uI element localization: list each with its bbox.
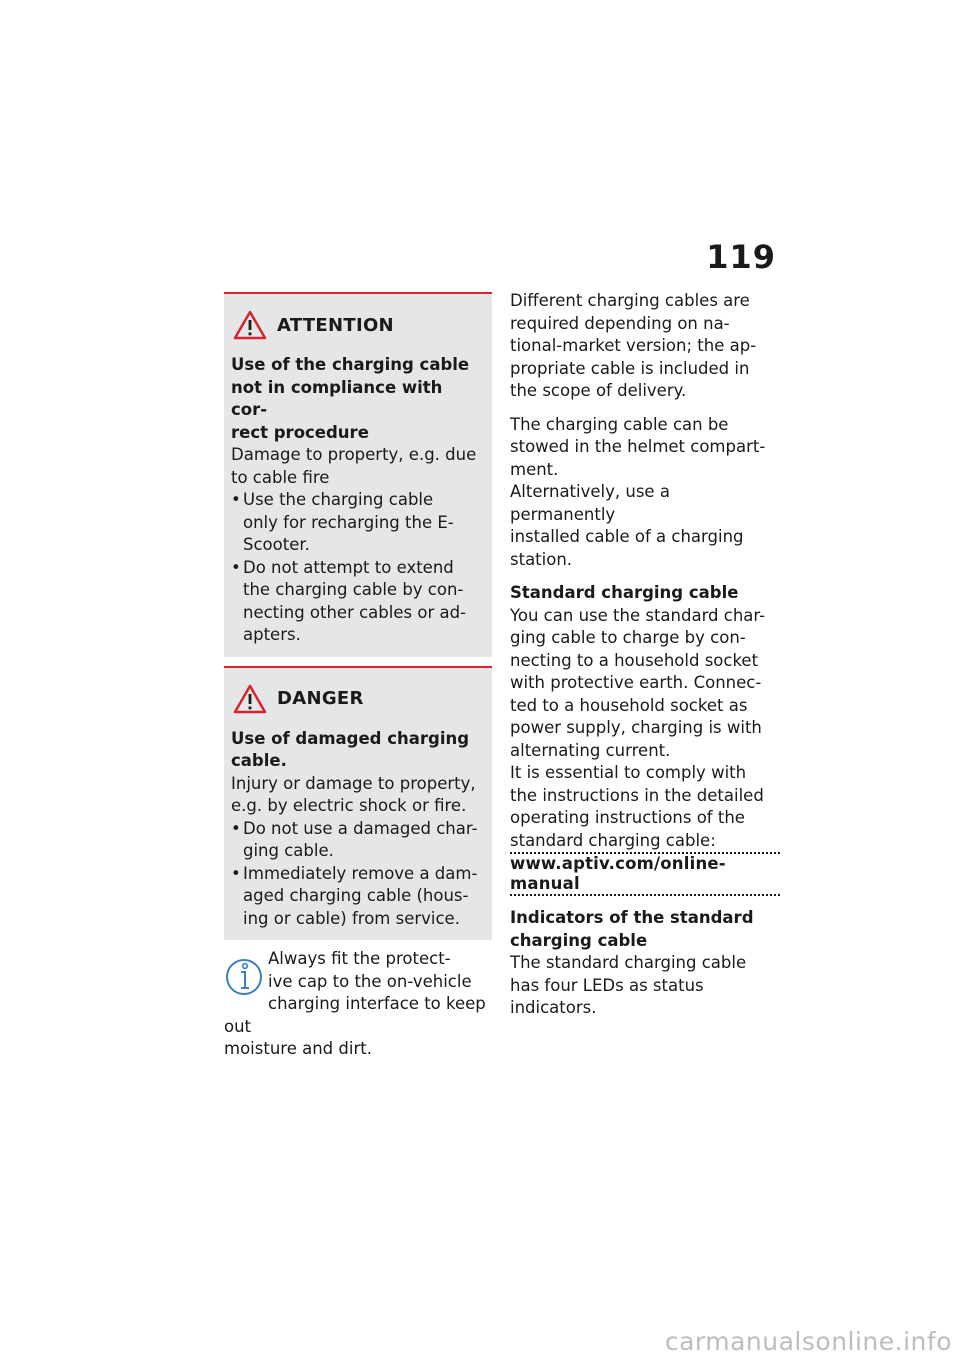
info-note — [224, 948, 492, 1061]
paragraph-indicators: Indicators of the standard charging cable The standard charging cable has four LEDs as status indicators. — [510, 908, 754, 1017]
warning-triangle-icon — [233, 684, 267, 714]
watermark: carmanualsonline.info — [664, 1327, 952, 1356]
list-item: • Do not use a damaged char- ging cable. — [231, 818, 484, 863]
page-number: 119 — [706, 238, 776, 276]
attention-box — [224, 292, 492, 657]
warning-triangle-icon — [233, 310, 267, 340]
danger-title: DANGER — [277, 688, 364, 709]
attention-bullet-list — [231, 489, 484, 647]
danger-bullet-list — [231, 818, 484, 931]
section-heading: Standard charging cable — [510, 583, 739, 602]
list-item: • Do not attempt to extend the charging cable by con- necting other cables or ad- apters. — [231, 557, 484, 647]
info-icon — [224, 952, 264, 998]
paragraph-stowage: The charging cable can be stowed in the helmet compart- ment. Alternatively, use a permanently installed cable of a charging station. — [510, 414, 766, 569]
left-column — [224, 292, 492, 1061]
right-column — [510, 290, 780, 1031]
online-manual-link[interactable]: www.aptiv.com/online-manual — [510, 852, 780, 896]
section-heading: Indicators of the standard — [510, 908, 754, 927]
danger-box — [224, 666, 492, 941]
danger-heading: Use of damaged charging cable. — [231, 728, 470, 770]
attention-heading: Use of the charging cable not in compliance with cor- rect procedure — [231, 355, 470, 442]
attention-body: Damage to property, e.g. due to cable fire — [231, 445, 477, 487]
list-item: • Immediately remove a dam- aged charging cable (hous- ing or cable) from service. — [231, 863, 484, 931]
attention-title: ATTENTION — [277, 314, 394, 336]
danger-body: Injury or damage to property, e.g. by electric shock or fire. — [231, 773, 476, 815]
note-text: Always fit the protect- ive cap to the on-vehicle charging interface to keep out moisture and dirt. — [224, 949, 486, 1058]
list-item: • Use the charging cable only for recharging the E- Scooter. — [231, 489, 484, 557]
paragraph-standard-cable: Standard charging cable You can use the standard char- ging cable to charge by con- necting to a household socket with protective earth. Connec- ted to a household socket as power supply, charging is with alternating current. It is essential to comply with the instructions in the detailed operating instructions of the standard charging cable: www.aptiv.com/online-manual — [510, 582, 780, 896]
paragraph-cable-versions: Different charging cables are required depending on na- tional-market version; the ap- propriate cable is included in the scope of delivery. — [510, 291, 757, 400]
section-heading: charging cable — [510, 930, 648, 950]
